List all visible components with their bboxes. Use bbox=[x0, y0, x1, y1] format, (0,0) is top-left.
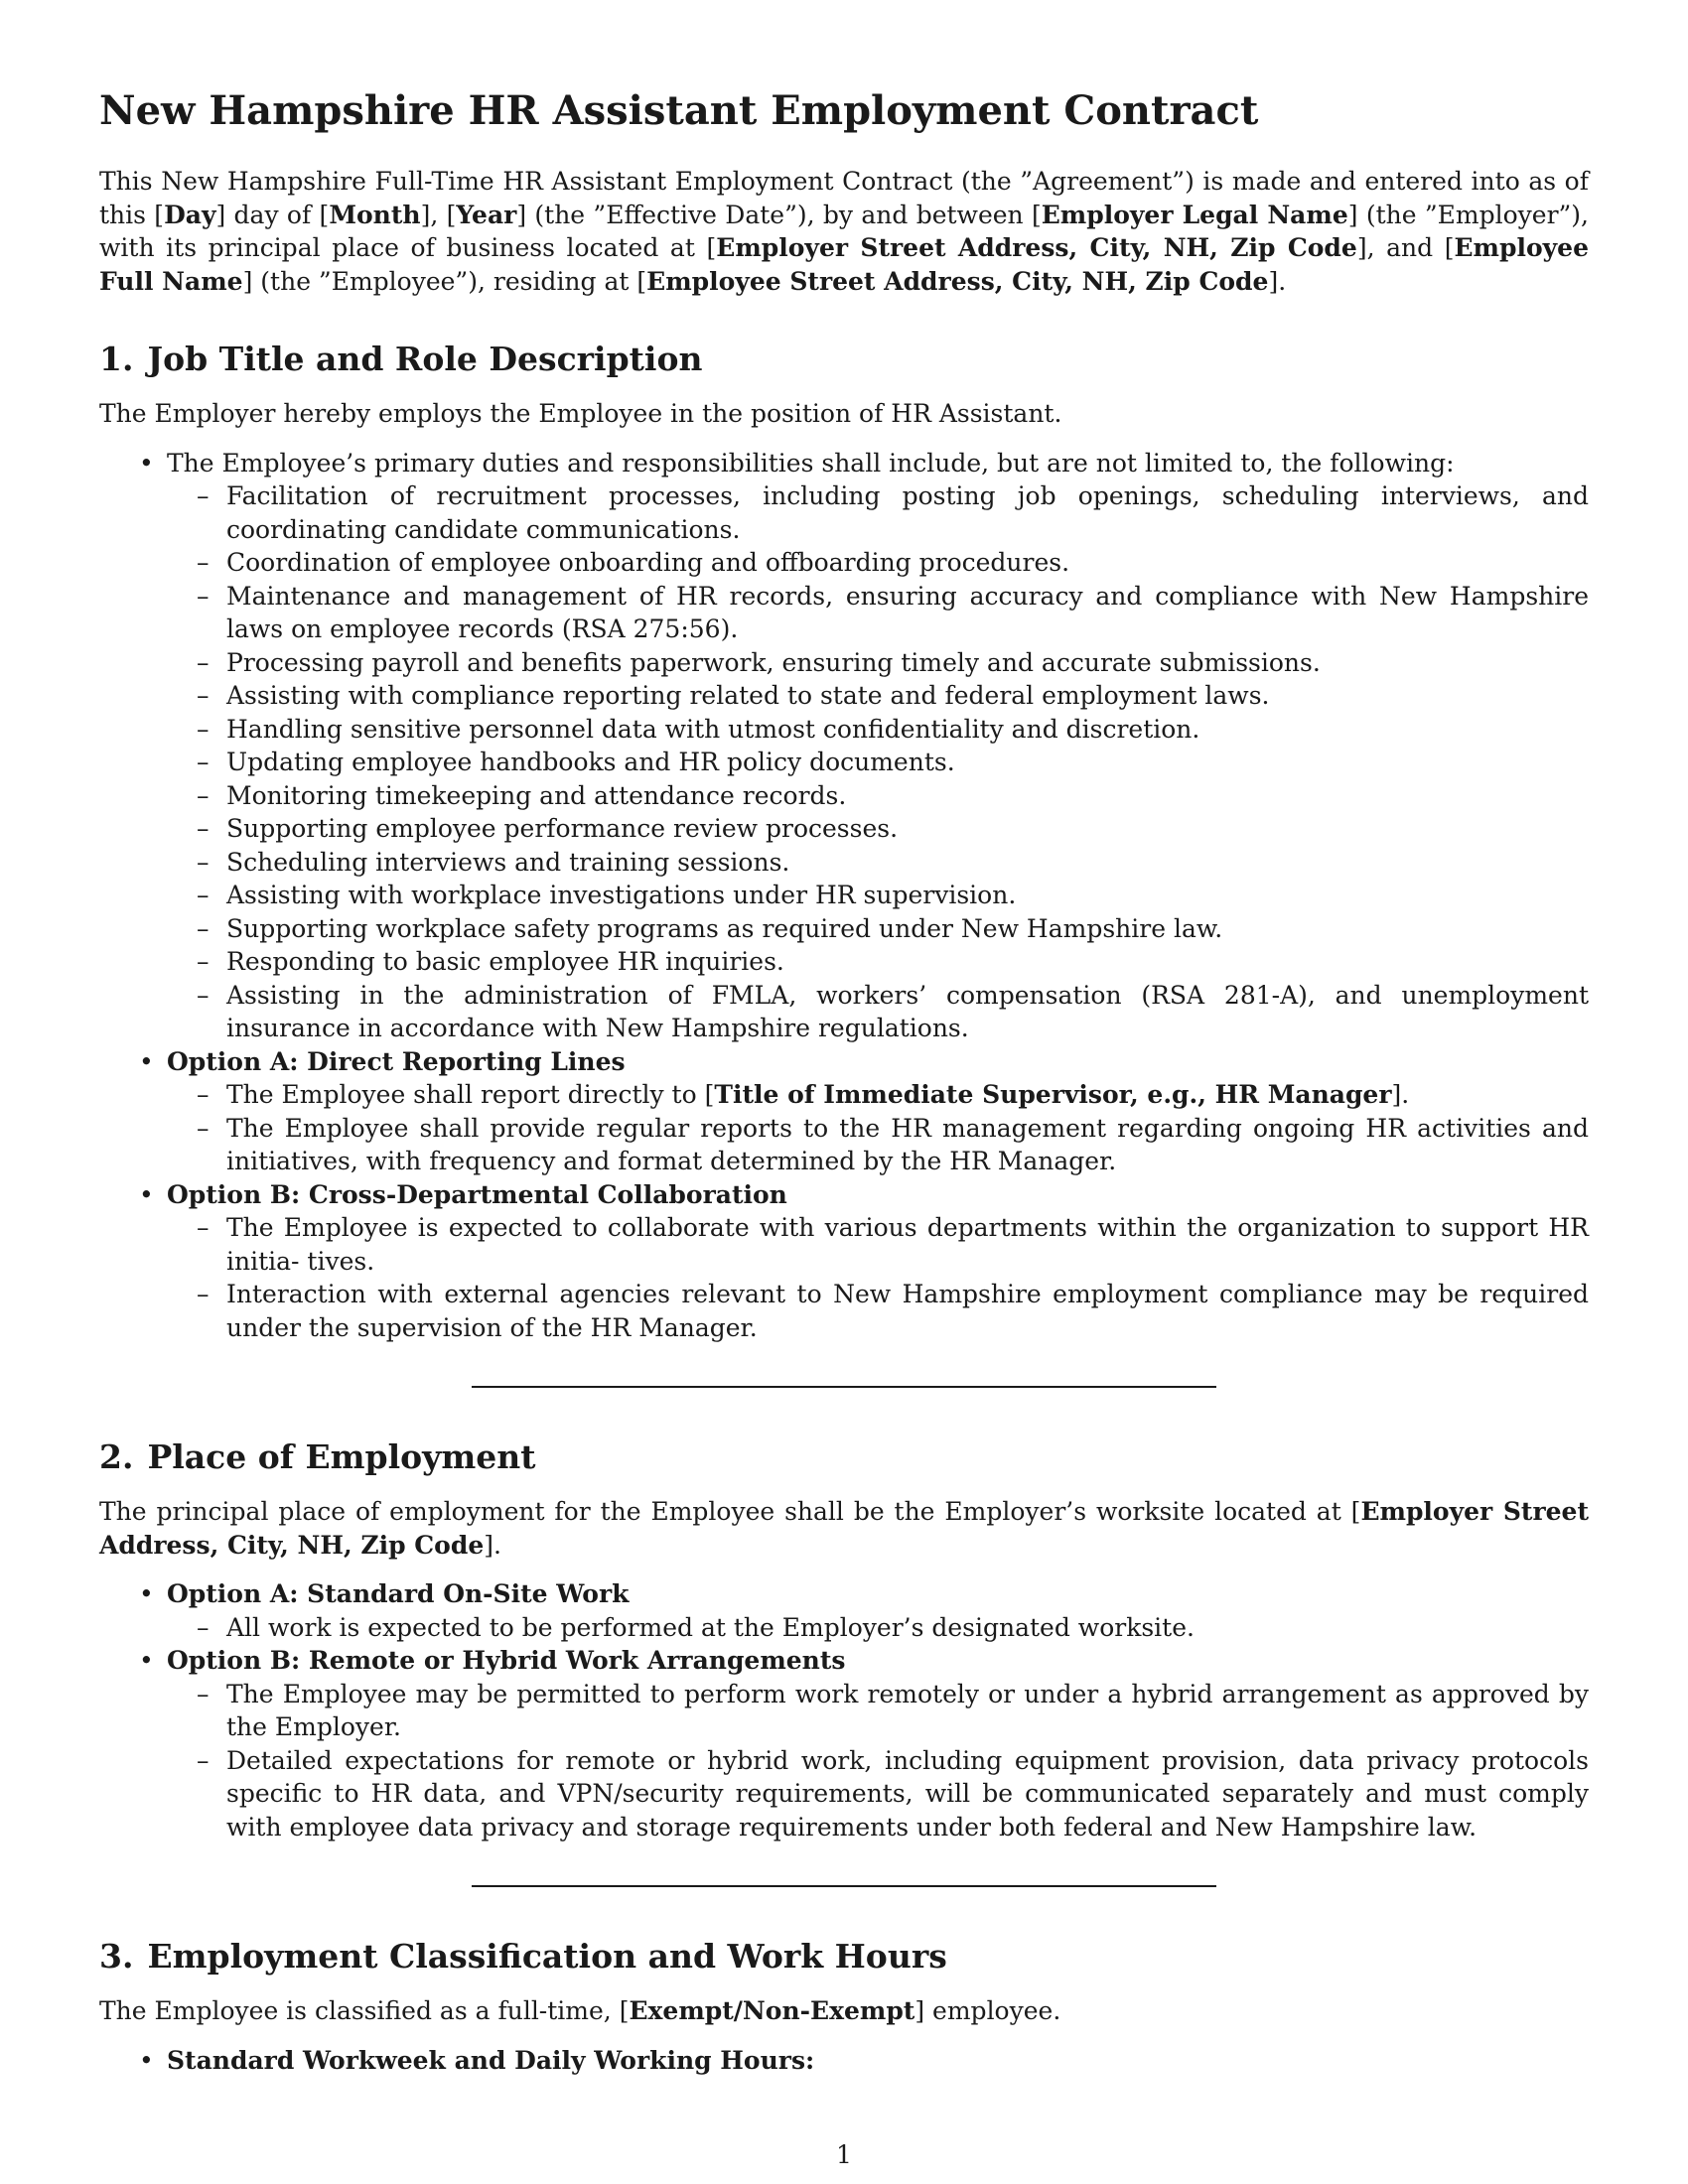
dash-icon: – bbox=[197, 881, 210, 909]
dash-icon: – bbox=[197, 1745, 210, 1775]
section-1-intro: The Employer hereby employs the Employee in the position of HR Assistant. bbox=[99, 399, 1062, 428]
list-item: – The Employee shall provide regular reports to the HR management regarding ongoing HR activities and initiatives, with frequency and format determined by the HR Manager. bbox=[197, 1113, 1589, 1175]
option-b-label: Option B: Cross-Departmental Collaboration bbox=[167, 1179, 787, 1209]
bullet-icon: • bbox=[139, 1179, 154, 1209]
month-placeholder: Month bbox=[329, 200, 421, 229]
employer-address-placeholder: Employer Street Address, City, NH, Zip Code bbox=[716, 233, 1357, 262]
section-divider bbox=[472, 1386, 1216, 1388]
classification-placeholder: Exempt/Non-Exempt bbox=[629, 1996, 915, 2025]
section-2-list bbox=[99, 1577, 1589, 1843]
dash-icon: – bbox=[197, 980, 210, 1010]
option-a-label: Option A: Direct Reporting Lines bbox=[167, 1046, 626, 1076]
list-item: • The Employee’s primary duties and responsibilities shall include, but are not limited to, the following: – Facilitation of recruitment processes, including posting job openings, scheduling interviews, and coordinating candidate communications. – Coordination of employee onboarding and offboarding procedures. – Maintenance and management of HR records, ensuring accuracy and compliance with New Hampshire laws on employee records (RSA 275:56). – Processing payroll and benefits paperwork, ensuring timely and accurate submissions. – Assisting with compliance reporting related to state and federal employment laws. – Handling sensitive personnel data with utmost confidentiality and discretion. – Updating employee handbooks and HR policy documents. – Monitoring timekeeping and attendance records. – Supporting employee performance review processes. – Scheduling interviews and training sessions. – Assisting with workplace investigations under HR supervision. – Supporting workplace safety programs as required under New Hampshire law. – Responding to basic employee HR inquiries. – Assisting in the administration of FMLA, workers’ compensation (RSA 281-A), and unemployment insurance in accordance with New Hampshire regulations. bbox=[167, 447, 1589, 1045]
bullet-icon: • bbox=[139, 2045, 154, 2075]
list-item: – Detailed expectations for remote or hybrid work, including equipment provision, data privacy protocols specific to HR data, and VPN/security requirements, will be communicated separately and must comply with employee data privacy and storage requirements under both federal and New Hampshire law. bbox=[197, 1745, 1589, 1842]
list-item: – The Employee shall report directly to [Title of Immediate Supervisor, e.g., HR Manager]. bbox=[226, 1078, 1589, 1112]
section-3-list bbox=[99, 2044, 1589, 2078]
dash-icon: – bbox=[197, 1679, 210, 1708]
section-2-heading: 2. Place of Employment bbox=[99, 1437, 536, 1476]
section-3-intro: The Employee is classified as a full-time, [Exempt/Non-Exempt] employee. bbox=[99, 1996, 1061, 2025]
list-item: – Monitoring timekeeping and attendance records. bbox=[226, 779, 1589, 813]
list-item bbox=[139, 1178, 1589, 1345]
dash-icon: – bbox=[197, 647, 210, 677]
list-item: – Scheduling interviews and training sessions. bbox=[226, 846, 1589, 880]
section-1-list bbox=[99, 447, 1589, 1345]
employee-address-placeholder: Employee Street Address, City, NH, Zip Code bbox=[646, 266, 1269, 296]
section-2-intro: The principal place of employment for the Employee shall be the Employer’s worksite located at [Employer Street Address, City, NH, Zip Code]. bbox=[99, 1497, 1590, 1560]
list-item: – Handling sensitive personnel data with utmost confidentiality and discretion. bbox=[226, 713, 1589, 747]
bullet-icon: • bbox=[139, 1579, 154, 1608]
list-item: • Standard Workweek and Daily Working Hours: bbox=[167, 2044, 1589, 2078]
dash-icon: – bbox=[197, 714, 210, 744]
list-item: – Coordination of employee onboarding and offboarding procedures. bbox=[226, 546, 1589, 580]
dash-icon: – bbox=[197, 780, 210, 810]
dash-icon: – bbox=[197, 947, 210, 976]
dash-icon: – bbox=[197, 1080, 210, 1109]
bullet-icon: • bbox=[139, 1646, 154, 1675]
option-b-label: Option B: Remote or Hybrid Work Arrangements bbox=[167, 1646, 846, 1675]
list-item bbox=[139, 1577, 1589, 1644]
dash-icon: – bbox=[197, 847, 210, 877]
list-item bbox=[139, 1045, 1589, 1178]
worksite-placeholder: Employer Street Address, City, NH, Zip Code bbox=[99, 1497, 1590, 1560]
list-item bbox=[139, 1644, 1589, 1843]
page-title: New Hampshire HR Assistant Employment Contract bbox=[99, 87, 1259, 134]
document-page bbox=[99, 87, 1589, 2077]
list-item: – The Employee may be permitted to perform work remotely or under a hybrid arrangement as approved by the Employer. bbox=[197, 1679, 1589, 1741]
section-divider bbox=[472, 1885, 1216, 1887]
list-item: – Interaction with external agencies relevant to New Hampshire employment compliance may be required under the supervision of the HR Manager. bbox=[197, 1280, 1589, 1342]
section-3-heading: 3. Employment Classification and Work Hours bbox=[99, 1937, 947, 1976]
section-1-heading: 1. Job Title and Role Description bbox=[99, 340, 703, 378]
employee-name-placeholder: Employee Full Name bbox=[99, 233, 1589, 296]
dash-icon: – bbox=[197, 814, 210, 843]
list-item: – Processing payroll and benefits paperwork, ensuring timely and accurate submissions. bbox=[226, 646, 1589, 680]
dash-icon: – bbox=[197, 748, 210, 776]
intro-paragraph: This New Hampshire Full-Time HR Assistant Employment Contract (the ”Agreement”) is made and entered into as of this [Day] day of [Month], [Year] (the ”Effective Date”), by and between [Employer Legal Name] (the ”Employer”), with its principal place of business located at [Employer Street Address, City, NH, Zip Code], and [Employee Full Name] (the ”Employee”), residing at [Employee Street Address, City, NH, Zip Code]. bbox=[99, 167, 1589, 296]
dash-icon: – bbox=[197, 1213, 210, 1242]
supervisor-placeholder: Title of Immediate Supervisor, e.g., HR Manager bbox=[714, 1080, 1392, 1109]
bullet-icon: • bbox=[139, 1046, 154, 1076]
duties-list bbox=[167, 479, 1589, 1045]
list-item: – Assisting in the administration of FMLA, workers’ compensation (RSA 281-A), and unemployment insurance in accordance with New Hampshire regulations. bbox=[197, 980, 1589, 1042]
list-item: – Maintenance and management of HR records, ensuring accuracy and compliance with New Hampshire laws on employee records (RSA 275:56). bbox=[197, 581, 1589, 643]
dash-icon: – bbox=[197, 681, 210, 710]
dash-icon: – bbox=[197, 913, 210, 943]
list-item: – Assisting with workplace investigations under HR supervision. bbox=[226, 879, 1589, 912]
employer-name-placeholder: Employer Legal Name bbox=[1041, 200, 1348, 229]
option-a-label: Option A: Standard On-Site Work bbox=[167, 1579, 630, 1608]
year-placeholder: Year bbox=[456, 200, 517, 229]
list-item: – Responding to basic employee HR inquiries. bbox=[226, 945, 1589, 979]
day-placeholder: Day bbox=[164, 200, 216, 229]
dash-icon: – bbox=[197, 1612, 210, 1642]
bullet-icon: • bbox=[139, 448, 154, 478]
list-item: – Assisting with compliance reporting related to state and federal employment laws. bbox=[226, 679, 1589, 713]
dash-icon: – bbox=[197, 1113, 210, 1143]
dash-icon: – bbox=[197, 481, 210, 510]
list-item: – Updating employee handbooks and HR policy documents. bbox=[226, 746, 1589, 779]
dash-icon: – bbox=[197, 581, 210, 611]
list-item: – Supporting workplace safety programs as required under New Hampshire law. bbox=[226, 912, 1589, 946]
list-item: – Supporting employee performance review processes. bbox=[226, 812, 1589, 846]
list-item: – Facilitation of recruitment processes, including posting job openings, scheduling interviews, and coordinating candidate communications. bbox=[197, 481, 1589, 544]
list-item: – The Employee is expected to collaborate with various departments within the organization to support HR initia- tives. bbox=[197, 1213, 1589, 1276]
dash-icon: – bbox=[197, 548, 210, 577]
list-item: – All work is expected to be performed at the Employer’s designated worksite. bbox=[226, 1611, 1589, 1645]
page-number: 1 bbox=[836, 2140, 852, 2169]
dash-icon: – bbox=[197, 1280, 210, 1308]
